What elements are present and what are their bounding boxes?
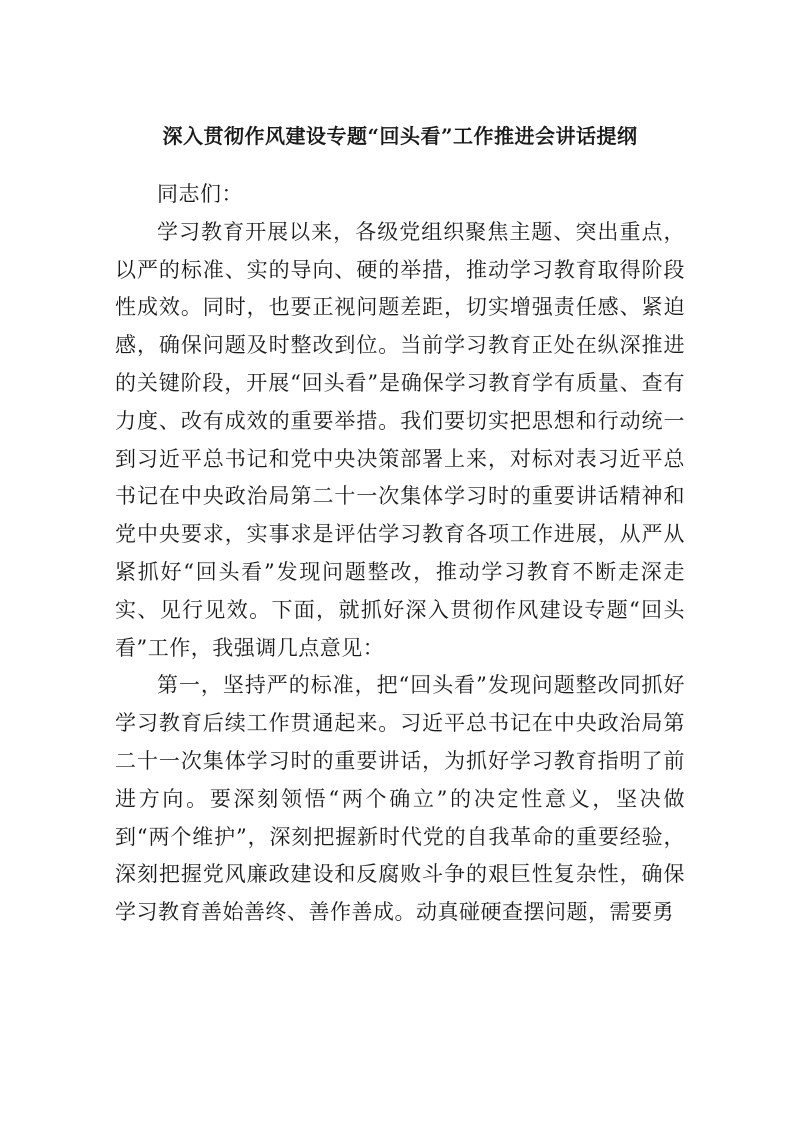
document-page (115, 122, 685, 932)
paragraph-first-point: 第一，坚持严的标准，把“回头看”发现问题整改同抓好学习教育后续工作贯通起来。习近平总书记在中央政治局第二十一次集体学习时的重要讲话，为抓好学习教育指明了前进方向。要深刻领悟“两个确立”的决定性意义，坚决做到“两个维护”，深刻把握新时代党的自我革命的重要经验，深刻把握党风廉政建设和反腐败斗争的艰巨性复杂性，确保学习教育善始善终、善作善成。动真碰硬查摆问题，需要勇 (115, 673, 685, 925)
salutation: 同志们： (157, 182, 243, 206)
document-title: 深入贯彻作风建设专题“回头看”工作推进会讲话提纲 (162, 124, 638, 148)
paragraph-intro: 学习教育开展以来，各级党组织聚焦主题、突出重点，以严的标准、实的导向、硬的举措，推动学习教育取得阶段性成效。同时，也要正视问题差距，切实增强责任感、紧迫感，确保问题及时整改到位。当前学习教育正处在纵深推进的关键阶段，开展“回头看”是确保学习教育学有质量、查有力度、改有成效的重要举措。我们要切实把思想和行动统一到习近平总书记和党中央决策部署上来，对标对表习近平总书记在中央政治局第二十一次集体学习时的重要讲话精神和党中央要求，实事求是评估学习教育各项工作进展，从严从紧抓好“回头看”发现问题整改，推动学习教育不断走深走实、见行见效。下面，就抓好深入贯彻作风建设专题“回头看”工作，我强调几点意见： (115, 219, 685, 660)
